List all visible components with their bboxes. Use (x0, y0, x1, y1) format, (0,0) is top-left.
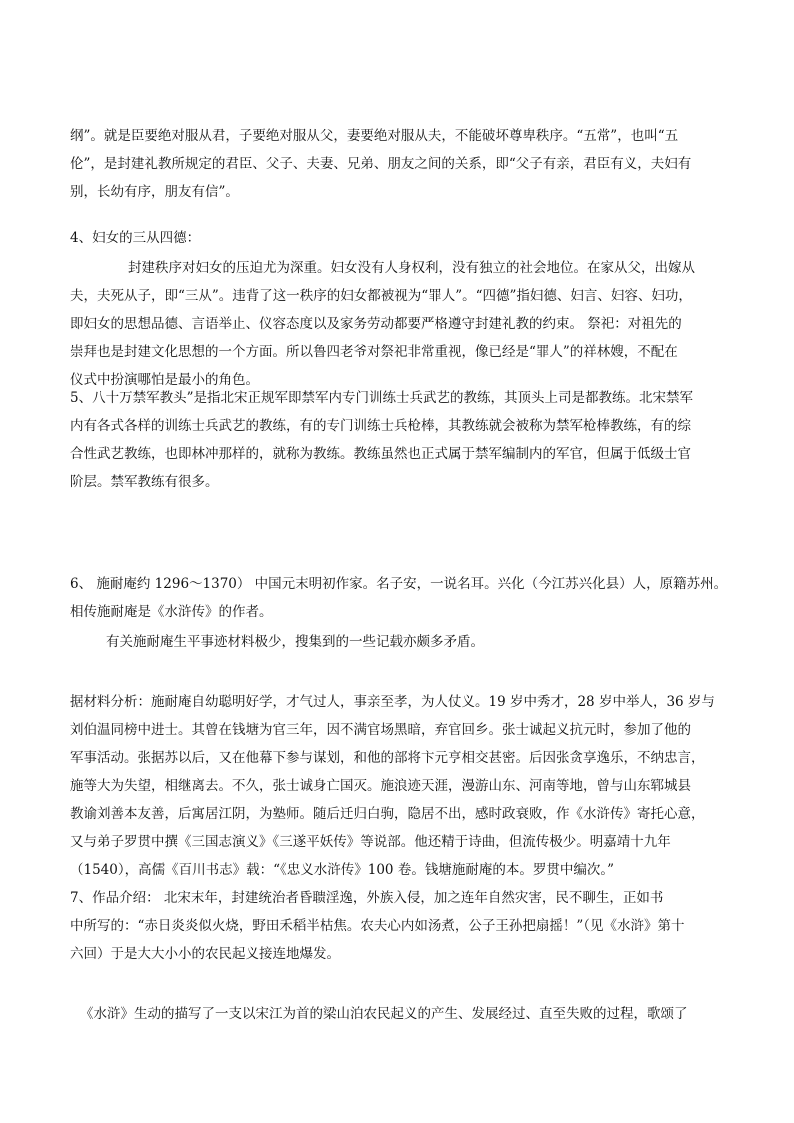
text-line: 纲”。就是臣要绝对服从君，子要绝对服从父，妻要绝对服从夫，不能破坏尊卑秩序。“五常”，也叫“五 (70, 128, 679, 144)
paragraph-imperial-army (70, 384, 740, 496)
text-line: 内有各式各样的训练士兵武艺的教练，有的专门训练士兵枪棒，其教练就会被称为禁军枪棒教练，有的综 (70, 418, 691, 434)
text-line: 封建秩序对妇女的压迫尤为深重。妇女没有人身权利，没有独立的社会地位。在家从父，出嫁从 (128, 260, 695, 276)
text-line: （1540），高儒《百川书志》载：“《忠义水浒传》100 卷。钱塘施耐庵的本。罗贯中编次。” (70, 862, 614, 878)
paragraph-water-margin (70, 1000, 740, 1028)
heading-three-obediences (70, 224, 740, 252)
text-line: 伦”，是封建礼教所规定的君臣、父子、夫妻、兄弟、朋友之间的关系，即“父子有亲，君臣有义，夫妇有 (70, 156, 692, 172)
paragraph-materials-scarce (70, 628, 740, 656)
text-line: 阶层。禁军教练有很多。 (70, 474, 219, 490)
text-line: 相传施耐庵是《水浒传》的作者。 (70, 604, 273, 620)
text-line: 刘伯温同榜中进士。其曾在钱塘为官三年，因不满官场黑暗，弃官回乡。张士诚起义抗元时，参加了他的 (70, 722, 691, 738)
text-line: 据材料分析：施耐庵自幼聪明好学，才气过人，事亲至孝，为人仗义。19 岁中秀才，28 岁中举人，36 岁与 (70, 694, 715, 710)
text-line: 施等大为失望，相继离去。不久，张士诚身亡国灭。施浪迹天涯，漫游山东、河南等地，曾与山东郓城县 (70, 778, 691, 794)
text-line: 六回）于是大大小小的农民起义接连地爆发。 (70, 946, 340, 962)
text-line: 仪式中扮演哪怕是最小的角色。 (70, 372, 259, 388)
text-line: 又与弟子罗贯中撰《三国志演义》《三遂平妖传》等说部。他还精于诗曲，但流传极少。明嘉靖十九年 (70, 834, 671, 850)
text-line: 崇拜也是封建文化思想的一个方面。所以鲁四老爷对祭祀非常重视，像已经是“罪人”的祥林嫂，不配在 (70, 344, 678, 360)
paragraph-women-oppression (70, 254, 740, 394)
text-line: 5、八十万禁军教头”是指北宋正规军即禁军内专门训练士兵武艺的教练，其顶头上司是都教练。北宋禁军 (70, 390, 693, 406)
text-line: 教谕刘善本友善，后寓居江阴，为塾师。随后迁归白驹，隐居不出，感时政衰败，作《水浒传》寄托心意， (70, 806, 705, 822)
text-line: 别，长幼有序，朋友有信”。 (70, 184, 239, 200)
text-line: 有关施耐庵生平事迹材料极少，搜集到的一些记载亦颇多矛盾。 (106, 634, 484, 650)
text-line: 《水浒》生动的描写了一支以宋江为首的梁山泊农民起义的产生、发展经过、直至失败的过程，歌颂了 (80, 1006, 688, 1022)
text-line: 中所写的：“赤日炎炎似火烧，野田禾稻半枯焦。农夫心内如汤煮，公子王孙把扇摇！”（见《水浒》第十 (70, 918, 685, 934)
paragraph-five-constants (70, 122, 740, 206)
text-line: 夫，夫死从子，即“三从”。违背了这一秩序的妇女都被视为“罪人”。“四德”指妇德、妇言、妇容、妇功， (70, 288, 692, 304)
paragraph-biography-analysis (70, 688, 740, 968)
section-heading: 4、妇女的三从四德： (70, 230, 201, 246)
text-line: 6、 施耐庵约 1296～1370） 中国元末明初作家。名子安，一说名耳。兴化（今江苏兴化县）人，原籍苏州。 (70, 576, 728, 592)
text-line: 合性武艺教练，也即林冲那样的，就称为教练。教练虽然也正式属于禁军编制内的军官，但属于低级士官 (70, 446, 691, 462)
text-line: 即妇女的思想品德、言语举止、仪容态度以及家务劳动都要严格遵守封建礼教的约束。 祭祀：对祖先的 (70, 316, 682, 332)
text-line: 7、作品介绍： 北宋末年，封建统治者昏聩淫逸，外族入侵，加之连年自然灾害，民不聊生，正如书 (70, 890, 664, 906)
text-line: 军事活动。张据苏以后，又在他幕下参与谋划，和他的部将卞元亨相交甚密。后因张贪享逸乐，不纳忠言， (70, 750, 705, 766)
paragraph-shi-naian (70, 570, 740, 626)
